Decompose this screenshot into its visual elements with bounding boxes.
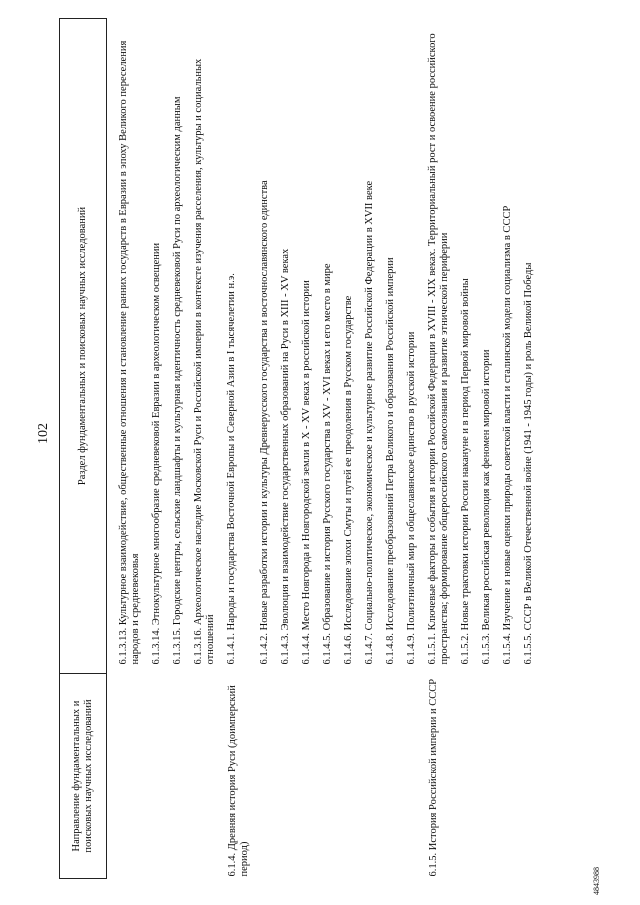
header-section: Раздел фундаментальных и поисковых научных исследований — [60, 19, 107, 674]
section-cell: 6.1.5.1. Ключевые факторы и события в истории Российской Федерации в XVIII - XIX веках. Территориальный рост и освоение российского пространства; формирование общероссийского самосознания и развитие этнической периферии — [427, 33, 450, 665]
section-cell: 6.1.5.4. Изучение и новые оценки природы советской власти и сталинской модели социализма в СССР — [502, 205, 513, 665]
header-direction: Направление фундаментальных и поисковых научных исследований — [60, 674, 107, 879]
direction-cell: 6.1.5. История Российской империи и СССР — [428, 678, 439, 877]
table-row — [117, 19, 143, 879]
section-cell: 6.1.3.16. Археологическое наследие Московской Руси и Российской империи в контексте изучения расселения, культуры и социальных отношений — [193, 58, 216, 665]
table-row — [459, 19, 473, 879]
table-row — [279, 19, 293, 879]
section-cell: 6.1.4.5. Образование и история Русского государства в XV - XVI веках и его место в мире — [322, 263, 333, 665]
table-row — [225, 19, 251, 879]
section-cell: 6.1.3.15. Городские центры, сельские ландшафты и культурная идентичность средневековой Руси по археологическим данным — [172, 96, 183, 665]
section-cell: 6.1.4.9. Полиэтничный мир и общеславянское единство в русской истории — [406, 331, 417, 665]
spacer-row — [107, 19, 118, 879]
section-cell: 6.1.5.5. СССР в Великой Отечественной войне (1941 - 1945 годы) и роль Великой Победы — [523, 262, 534, 665]
section-cell: 6.1.3.13. Культурное взаимодействие, общественные отношения и становление ранних государств в Евразии в эпоху Великого переселения народов и средневековья — [118, 40, 141, 665]
section-cell: 6.1.4.8. Исследование преобразований Петра Великого и образования Российской империи — [385, 257, 396, 665]
table-row — [405, 19, 419, 879]
page-number: 102 — [36, 423, 51, 444]
table-row — [258, 19, 272, 879]
table-row — [150, 19, 164, 879]
document-id: 4843988 — [592, 867, 601, 895]
section-cell: 6.1.5.2. Новые трактовки истории России накануне и в период Первой мировой войны — [460, 278, 471, 665]
table-row — [384, 19, 398, 879]
section-cell: 6.1.5.3. Великая российская революция как феномен мировой истории — [481, 349, 492, 665]
table-row — [522, 19, 536, 879]
table-row — [192, 19, 218, 879]
section-cell: 6.1.4.4. Место Новгорода и Новгородской земли в X - XV веках в российской истории — [301, 280, 312, 665]
section-cell: 6.1.4.7. Социально-политическое, экономическое и культурное развитие Российской Федерации в XVII веке — [364, 180, 375, 665]
table-row — [171, 19, 185, 879]
research-directions-table — [59, 18, 536, 879]
table-row — [426, 19, 452, 879]
section-cell: 6.1.4.6. Исследование эпохи Смуты и путей ее преодоления в Русском государстве — [343, 295, 354, 665]
section-cell: 6.1.4.3. Эволюция и взаимодействие государственных образований на Руси в XIII - XV веках — [280, 248, 291, 665]
direction-cell: 6.1.4. Древняя история Руси (доимперский период) — [227, 685, 250, 877]
table-row — [501, 19, 515, 879]
table-row — [300, 19, 314, 879]
table-row — [342, 19, 356, 879]
section-cell: 6.1.4.2. Новые разработки истории и культуры Древнерусского государства и восточнославянского единства — [259, 180, 270, 665]
rotated-table-wrapper — [59, 19, 607, 879]
section-cell: 6.1.4.1. Народы и государства Восточной Европы и Северной Азии в I тысячелетии н.э. — [226, 273, 237, 665]
table-header-row — [60, 19, 107, 879]
section-cell: 6.1.3.14. Этнокультурное многообразие средневековой Евразии в археологическом освещении — [151, 242, 162, 665]
table-row — [363, 19, 377, 879]
table-row — [480, 19, 494, 879]
table-row — [321, 19, 335, 879]
